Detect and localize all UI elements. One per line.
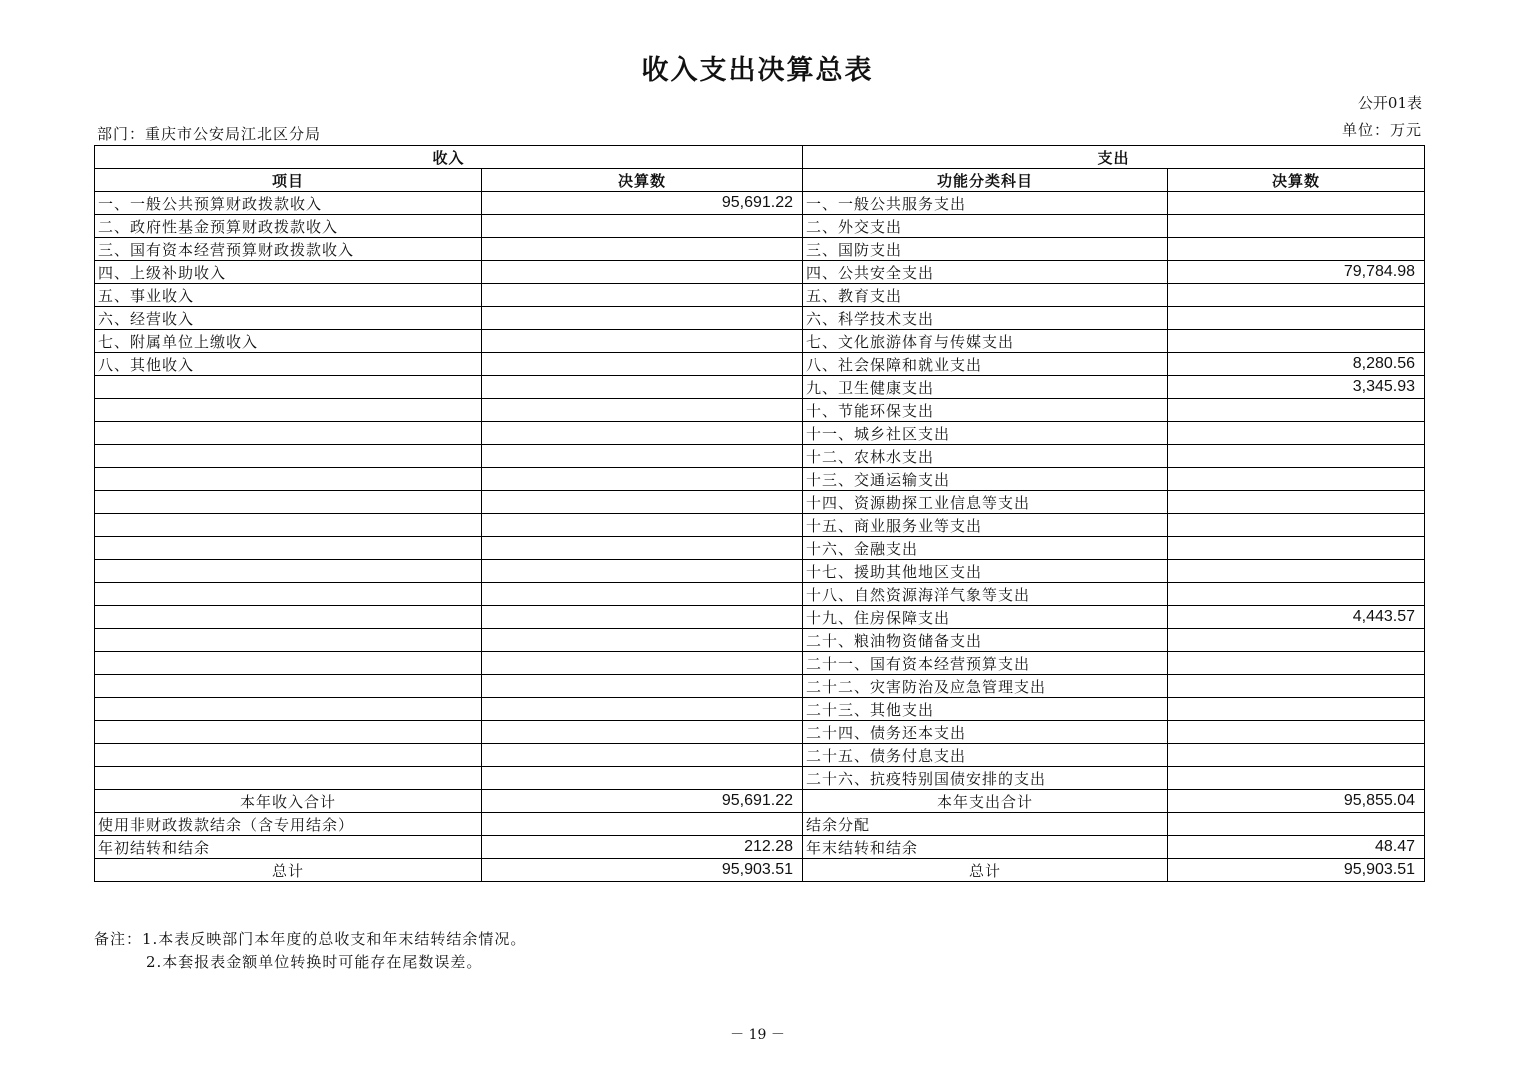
income-item-cell: [95, 422, 482, 445]
expense-amount-cell: [1168, 698, 1425, 721]
expense-amount-cell: 8,280.56: [1168, 353, 1425, 376]
expense-amount-cell: [1168, 721, 1425, 744]
income-amount-cell: [482, 652, 803, 675]
table-row: [95, 652, 1425, 675]
income-amount-cell: [482, 330, 803, 353]
expense-item-cell: 十八、自然资源海洋气象等支出: [803, 583, 1168, 606]
income-item-cell: [95, 376, 482, 399]
page-number: － 19 －: [730, 1027, 785, 1043]
income-item-cell: 一、一般公共预算财政拨款收入: [95, 192, 482, 215]
table-row: [95, 836, 1425, 859]
expense-item-cell: 九、卫生健康支出: [803, 376, 1168, 399]
expense-amount-cell: [1168, 468, 1425, 491]
income-item-cell: [95, 606, 482, 629]
expense-amount-cell: 48.47: [1168, 836, 1425, 859]
expense-amount-cell: [1168, 445, 1425, 468]
expense-amount-cell: [1168, 629, 1425, 652]
expense-amount-cell: [1168, 744, 1425, 767]
expense-item-cell: 十九、住房保障支出: [803, 606, 1168, 629]
income-amount-cell: [482, 767, 803, 790]
notes: [94, 928, 526, 974]
income-amount-cell: [482, 606, 803, 629]
expense-item-cell: 二十、粮油物资储备支出: [803, 629, 1168, 652]
income-item-cell: 二、政府性基金预算财政拨款收入: [95, 215, 482, 238]
table-row: [95, 560, 1425, 583]
expense-item-cell: 四、公共安全支出: [803, 261, 1168, 284]
expense-item-cell: 十七、援助其他地区支出: [803, 560, 1168, 583]
table-row: [95, 399, 1425, 422]
expense-amount-cell: [1168, 192, 1425, 215]
expense-item-cell: 六、科学技术支出: [803, 307, 1168, 330]
table-group-header-row: [95, 146, 1425, 169]
income-amount-cell: [482, 422, 803, 445]
income-amount-cell: [482, 238, 803, 261]
expense-item-cell: 八、社会保障和就业支出: [803, 353, 1168, 376]
expense-item-cell: 十二、农林水支出: [803, 445, 1168, 468]
expense-amount-cell: 4,443.57: [1168, 606, 1425, 629]
expense-amount-cell: [1168, 583, 1425, 606]
table-row: [95, 721, 1425, 744]
income-item-cell: 本年收入合计: [95, 790, 482, 813]
income-item-cell: [95, 583, 482, 606]
expense-amount-cell: [1168, 284, 1425, 307]
expense-item-cell: 本年支出合计: [803, 790, 1168, 813]
income-amount-cell: 95,691.22: [482, 192, 803, 215]
income-amount-cell: [482, 583, 803, 606]
expense-amount-cell: 95,855.04: [1168, 790, 1425, 813]
expense-amount-cell: [1168, 215, 1425, 238]
table-row: [95, 859, 1425, 882]
expense-item-cell: 十三、交通运输支出: [803, 468, 1168, 491]
note-line-2: 2.本套报表金额单位转换时可能存在尾数误差。: [146, 953, 483, 971]
income-item-cell: [95, 675, 482, 698]
income-amount-cell: [482, 675, 803, 698]
table-row: [95, 514, 1425, 537]
income-amount-cell: [482, 215, 803, 238]
table-row: [95, 192, 1425, 215]
income-amount-cell: [482, 698, 803, 721]
expense-item-cell: 二十四、债务还本支出: [803, 721, 1168, 744]
income-amount-cell: 95,691.22: [482, 790, 803, 813]
income-amount-cell: [482, 813, 803, 836]
expense-amount-cell: [1168, 399, 1425, 422]
expense-amount-cell: [1168, 422, 1425, 445]
table-row: [95, 330, 1425, 353]
expense-item-cell: 二十三、其他支出: [803, 698, 1168, 721]
table-row: [95, 422, 1425, 445]
income-item-cell: [95, 560, 482, 583]
income-item-cell: [95, 744, 482, 767]
income-amount-cell: [482, 353, 803, 376]
table-row: [95, 215, 1425, 238]
expense-amount-cell: 95,903.51: [1168, 859, 1425, 882]
expense-amount-cell: [1168, 514, 1425, 537]
income-amount-cell: [482, 721, 803, 744]
table-row: [95, 790, 1425, 813]
expense-amount-cell: [1168, 675, 1425, 698]
expense-item-cell: 二十一、国有资本经营预算支出: [803, 652, 1168, 675]
expense-item-cell: 十五、商业服务业等支出: [803, 514, 1168, 537]
table-row: [95, 468, 1425, 491]
table-row: [95, 698, 1425, 721]
expense-amount-cell: [1168, 537, 1425, 560]
income-item-cell: 四、上级补助收入: [95, 261, 482, 284]
income-item-cell: 七、附属单位上缴收入: [95, 330, 482, 353]
income-amount-cell: [482, 307, 803, 330]
income-amount-cell: [482, 629, 803, 652]
income-item-cell: [95, 767, 482, 790]
income-item-cell: [95, 629, 482, 652]
income-item-cell: 五、事业收入: [95, 284, 482, 307]
page-title: 收入支出决算总表: [641, 55, 874, 86]
income-expense-table: [94, 145, 1425, 882]
expense-group-header: 支出: [803, 146, 1425, 169]
expense-item-cell: 十、节能环保支出: [803, 399, 1168, 422]
table-row: [95, 606, 1425, 629]
function-item-column-header: 功能分类科目: [803, 169, 1168, 192]
income-item-cell: 六、经营收入: [95, 307, 482, 330]
table-row: [95, 307, 1425, 330]
item-column-header: 项目: [95, 169, 482, 192]
income-item-cell: [95, 514, 482, 537]
table-row: [95, 813, 1425, 836]
income-amount-cell: [482, 514, 803, 537]
expense-item-cell: 二十二、灾害防治及应急管理支出: [803, 675, 1168, 698]
table-row: [95, 491, 1425, 514]
table-row: [95, 767, 1425, 790]
expense-amount-cell: [1168, 307, 1425, 330]
table-row: [95, 445, 1425, 468]
expense-item-cell: 十四、资源勘探工业信息等支出: [803, 491, 1168, 514]
income-item-cell: [95, 698, 482, 721]
table-row: [95, 284, 1425, 307]
income-group-header: 收入: [95, 146, 803, 169]
income-amount-cell: [482, 399, 803, 422]
income-amount-column-header: 决算数: [482, 169, 803, 192]
income-amount-cell: [482, 376, 803, 399]
income-item-cell: 总计: [95, 859, 482, 882]
income-amount-cell: [482, 537, 803, 560]
expense-amount-cell: [1168, 330, 1425, 353]
income-item-cell: [95, 491, 482, 514]
expense-amount-cell: [1168, 813, 1425, 836]
expense-item-cell: 年末结转和结余: [803, 836, 1168, 859]
expense-amount-cell: [1168, 767, 1425, 790]
expense-item-cell: 十一、城乡社区支出: [803, 422, 1168, 445]
income-amount-cell: 212.28: [482, 836, 803, 859]
expense-item-cell: 五、教育支出: [803, 284, 1168, 307]
income-item-cell: [95, 537, 482, 560]
income-amount-cell: [482, 491, 803, 514]
department-label: 部门：重庆市公安局江北区分局: [97, 125, 322, 143]
expense-item-cell: 二十五、债务付息支出: [803, 744, 1168, 767]
expense-amount-column-header: 决算数: [1168, 169, 1425, 192]
note-line-1: 备注：1.本表反映部门本年度的总收支和年末结转结余情况。: [94, 930, 527, 948]
expense-item-cell: 二、外交支出: [803, 215, 1168, 238]
income-amount-cell: [482, 284, 803, 307]
income-amount-cell: 95,903.51: [482, 859, 803, 882]
income-item-cell: [95, 399, 482, 422]
table-row: [95, 238, 1425, 261]
expense-item-cell: 总计: [803, 859, 1168, 882]
income-amount-cell: [482, 744, 803, 767]
income-item-cell: [95, 721, 482, 744]
income-item-cell: 三、国有资本经营预算财政拨款收入: [95, 238, 482, 261]
income-item-cell: 年初结转和结余: [95, 836, 482, 859]
expense-item-cell: 结余分配: [803, 813, 1168, 836]
unit-label: 单位：万元: [1341, 121, 1422, 139]
income-item-cell: 使用非财政拨款结余（含专用结余）: [95, 813, 482, 836]
expense-item-cell: 三、国防支出: [803, 238, 1168, 261]
table-row: [95, 675, 1425, 698]
expense-item-cell: 十六、金融支出: [803, 537, 1168, 560]
expense-item-cell: 七、文化旅游体育与传媒支出: [803, 330, 1168, 353]
income-amount-cell: [482, 261, 803, 284]
expense-amount-cell: [1168, 560, 1425, 583]
form-number: 公开01表: [1357, 94, 1422, 112]
table-column-header-row: [95, 169, 1425, 192]
expense-amount-cell: 3,345.93: [1168, 376, 1425, 399]
table-row: [95, 376, 1425, 399]
income-amount-cell: [482, 445, 803, 468]
table-row: [95, 629, 1425, 652]
table-row: [95, 583, 1425, 606]
income-amount-cell: [482, 560, 803, 583]
income-item-cell: 八、其他收入: [95, 353, 482, 376]
income-amount-cell: [482, 468, 803, 491]
table-row: [95, 537, 1425, 560]
table-row: [95, 261, 1425, 284]
table-row: [95, 744, 1425, 767]
expense-amount-cell: [1168, 238, 1425, 261]
expense-amount-cell: 79,784.98: [1168, 261, 1425, 284]
expense-item-cell: 二十六、抗疫特别国债安排的支出: [803, 767, 1168, 790]
expense-amount-cell: [1168, 491, 1425, 514]
income-item-cell: [95, 468, 482, 491]
expense-amount-cell: [1168, 652, 1425, 675]
table-row: [95, 353, 1425, 376]
income-item-cell: [95, 652, 482, 675]
expense-item-cell: 一、一般公共服务支出: [803, 192, 1168, 215]
income-item-cell: [95, 445, 482, 468]
